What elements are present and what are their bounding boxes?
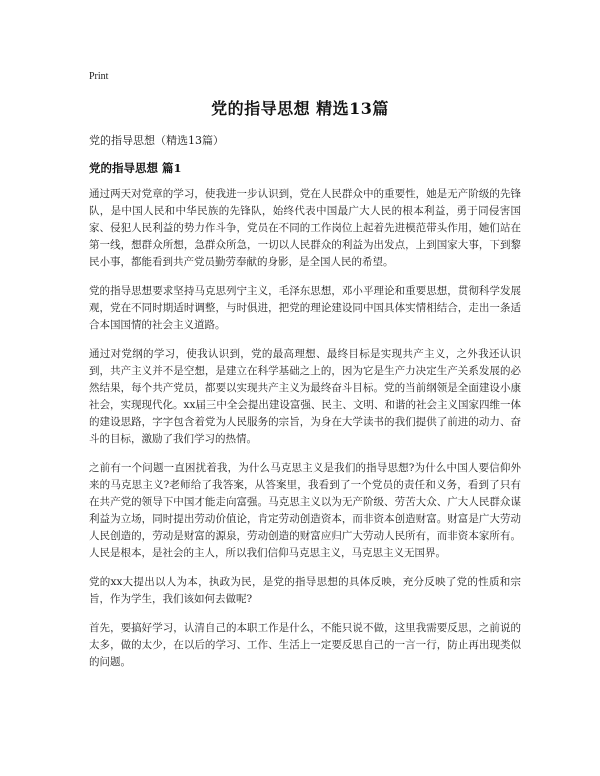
section-heading: 党的指导思想 篇1 — [89, 161, 182, 175]
paragraph: 通过两天对党章的学习，使我进一步认识到，党在人民群众中的重要性，她是无产阶级的先锋队，是中国人民和中华民族的先锋队，始终代表中国最广大人民的根本利益，勇于同侵害国家、侵犯人民利益的势力作斗争，党员在不同的工作岗位上起着先进模范带头作用，她们站在第一线，想群众所想，急群众所急，一切以人民群众的利益为出发点，上到国家大事，下到黎民小事，都能看到共产党员勤劳奉献的身影，是全国人民的希望。 — [89, 188, 521, 268]
paragraph: 党的xx大提出以人为本，执政为民，是党的指导思想的具体反映，充分反映了党的性质和宗旨，作为学生，我们该如何去做呢? — [89, 576, 521, 605]
paragraph: 通过对党纲的学习，使我认识到，党的最高理想、最终目标是实现共产主义，之外我还认识到，共产主义并不是空想，是建立在科学基础之上的，因为它是生产力决定生产关系发展的必然结果，每个共产党员，都要以实现共产主义为最终奋斗目标。党的当前纲领是全面建设小康社会，实现现代化。xx届三中全会提出建设富强、民主、文明、和谐的社会主义国家四维一体的建设思路，字字包含着党为人民服务的宗旨，为身在大学读书的我们提供了前进的动力、奋斗的目标，激励了我们学习的热情。 — [89, 348, 521, 445]
document-body — [89, 186, 521, 683]
page-title: 党的指导思想 精选13篇 — [211, 99, 389, 118]
paragraph: 之前有一个问题一直困扰着我，为什么马克思主义是我们的指导思想?为什么中国人要信仰外来的马克思主义?老师给了我答案，从答案里，我看到了一个党员的责任和义务，看到了只有在共产党的领导下中国才能走向富强。马克思主义以为无产阶级、劳苦大众、广大人民群众谋利益为立场，同时提出劳动价值论，肯定劳动创造资本，而非资本创造财富。财富是广大劳动人民创造的，劳动是财富的源泉，劳动创造的财富应归广大劳动人民所有，而非资本家所有。人民是根本，是社会的主人，所以我们信仰马克思主义，马克思主义无国界。 — [89, 462, 521, 559]
paragraph: 首先，要搞好学习，认清自己的本职工作是什么，不能只说不做，这里我需要反思，之前说的太多，做的太少，在以后的学习、工作、生活上一定要反思自己的一言一行，防止再出现类似的问题。 — [89, 622, 521, 668]
document-subtitle: 党的指导思想（精选13篇） — [89, 134, 224, 147]
paragraph: 党的指导思想要求坚持马克思列宁主义，毛泽东思想，邓小平理论和重要思想，贯彻科学发展观，党在不同时期适时调整，与时俱进，把党的理论建设同中国具体实情相结合，走出一条适合本国国情的社会主义道路。 — [89, 285, 521, 331]
print-link[interactable]: Print — [89, 71, 109, 82]
